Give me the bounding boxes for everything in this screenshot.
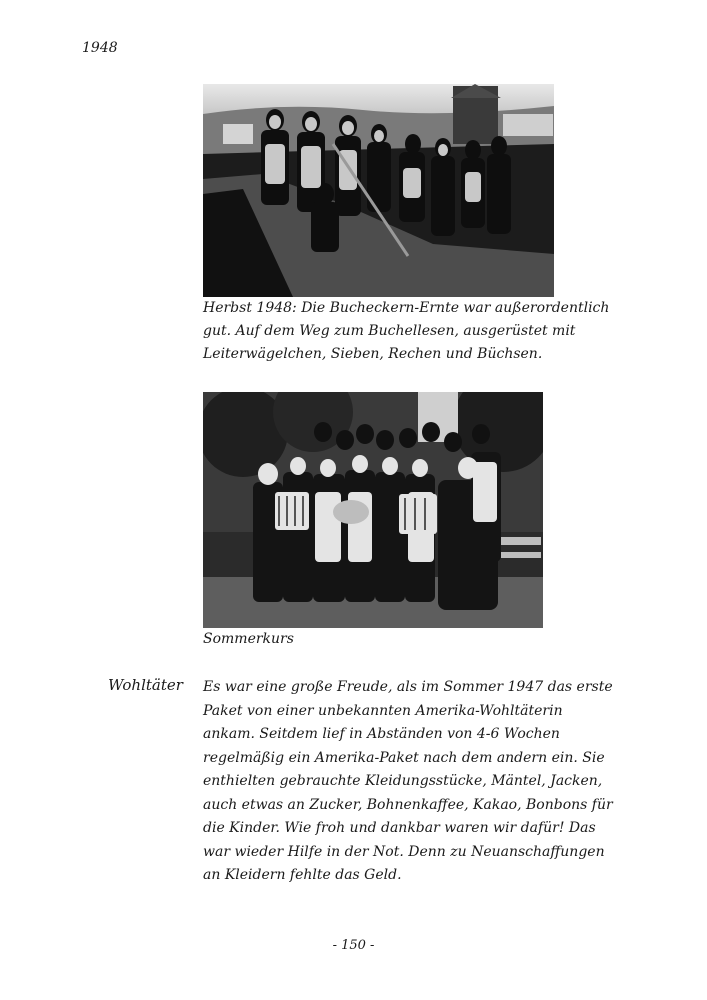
- photo-caption-harvest: [203, 297, 623, 366]
- section-label: Wohltäter: [108, 676, 183, 694]
- body-line: auch etwas an Zucker, Bohnenkaffee, Kakao, Bonbons für: [203, 796, 613, 813]
- body-line: regelmäßig ein Amerika-Paket nach dem andern ein. Sie: [203, 749, 605, 766]
- body-line: ankam. Seitdem lief in Abständen von 4-6 Wochen: [203, 726, 560, 742]
- body-line: Paket von einer unbekannten Amerika-Wohltäterin: [203, 702, 563, 719]
- page-number: - 150 -: [332, 938, 375, 953]
- caption-line: Sommerkurs: [203, 631, 294, 647]
- body-line: war wieder Hilfe in der Not. Denn zu Neuanschaffungen: [203, 843, 605, 860]
- photo-caption-summer-course: [203, 628, 403, 651]
- photo-harvest-group: [203, 84, 554, 297]
- section-body: [203, 676, 623, 888]
- body-line: die Kinder. Wie froh und dankbar waren wir dafür! Das: [203, 820, 596, 836]
- page-year: 1948: [82, 40, 118, 56]
- caption-line: Leiterwägelchen, Sieben, Rechen und Büchsen.: [203, 346, 543, 362]
- body-line: an Kleidern fehlte das Geld.: [203, 867, 402, 883]
- body-line: Es war eine große Freude, als im Sommer 1947 das erste: [203, 679, 613, 695]
- caption-line: Herbst 1948: Die Bucheckern-Ernte war außerordentlich: [203, 300, 610, 316]
- caption-line: gut. Auf dem Weg zum Buchellesen, ausgerüstet mit: [203, 323, 576, 339]
- photo-summer-course-group: [203, 392, 543, 628]
- body-line: enthielten gebrauchte Kleidungsstücke, Mäntel, Jacken,: [203, 773, 603, 789]
